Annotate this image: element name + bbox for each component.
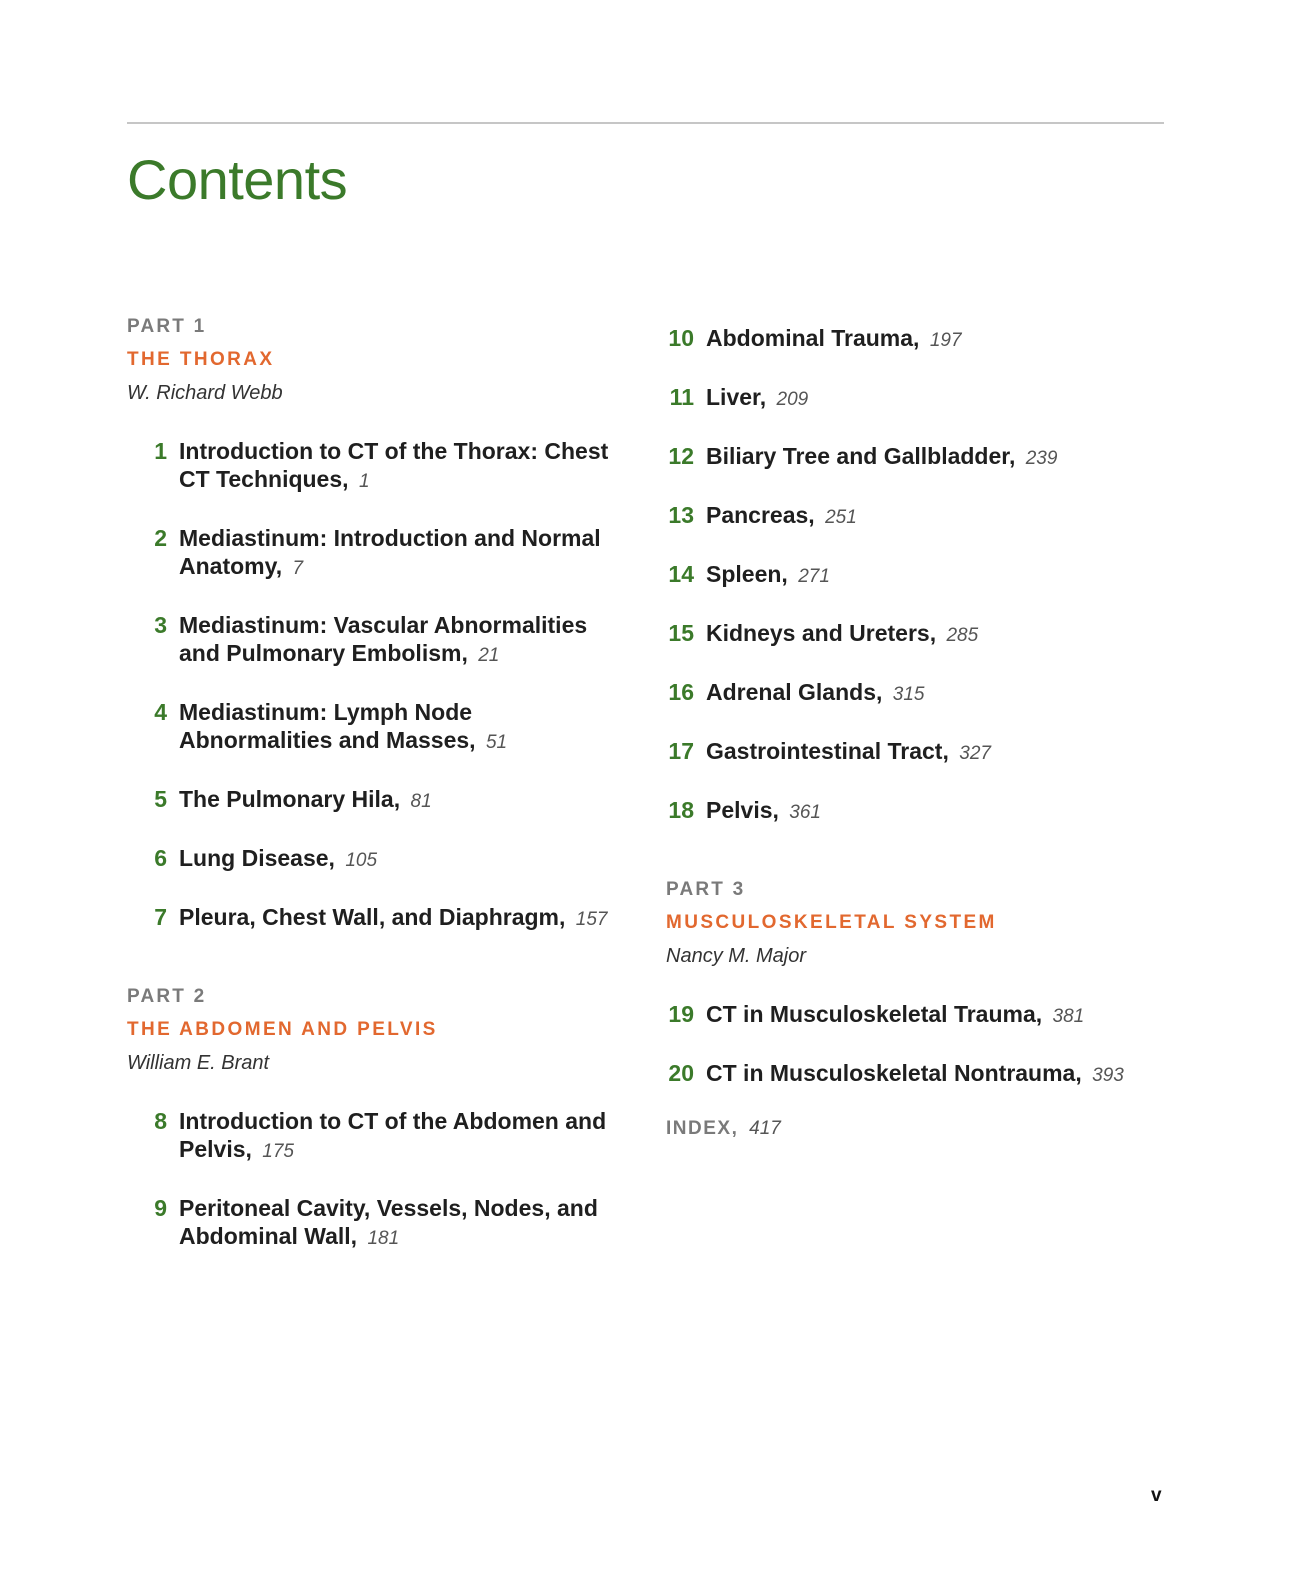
chapter-title: Gastrointestinal Tract, xyxy=(706,738,949,764)
chapter-entry[interactable] xyxy=(666,796,1176,827)
part-1-heading xyxy=(127,314,627,406)
chapter-page: 381 xyxy=(1052,1006,1085,1027)
index-entry[interactable] xyxy=(666,1118,1176,1140)
chapter-entry[interactable] xyxy=(127,903,627,934)
chapter-number: 7 xyxy=(154,904,167,930)
chapter-title: Pelvis, xyxy=(706,797,779,823)
part-3-heading xyxy=(666,877,1176,969)
chapter-title: Mediastinum: Vascular Abnormalities and Pulmonary Embolism, xyxy=(179,612,588,666)
chapter-entry[interactable] xyxy=(666,560,1176,591)
chapter-title: Peritoneal Cavity, Vessels, Nodes, and Abdominal Wall, xyxy=(179,1195,598,1249)
chapter-page: 197 xyxy=(929,330,962,351)
chapter-entry[interactable] xyxy=(666,1059,1176,1090)
chapter-number: 16 xyxy=(668,679,694,705)
chapter-entry[interactable] xyxy=(127,524,627,583)
top-rule xyxy=(127,122,1164,124)
chapter-number: 12 xyxy=(668,443,694,469)
chapter-entry[interactable] xyxy=(127,611,627,670)
chapter-number: 6 xyxy=(154,845,167,871)
index-page: 417 xyxy=(749,1118,781,1139)
chapter-entry[interactable] xyxy=(666,737,1176,768)
part-title: THE THORAX xyxy=(127,349,275,370)
part-title: THE ABDOMEN AND PELVIS xyxy=(127,1019,438,1040)
chapter-title: Pleura, Chest Wall, and Diaphragm, xyxy=(179,904,566,930)
chapter-entry[interactable] xyxy=(666,442,1176,473)
chapter-title: Spleen, xyxy=(706,561,788,587)
index-label: INDEX, xyxy=(666,1118,739,1139)
chapter-entry[interactable] xyxy=(666,383,1176,414)
chapter-number: 9 xyxy=(154,1195,167,1221)
chapter-entry[interactable] xyxy=(127,1107,627,1166)
page-title: Contents xyxy=(127,148,348,211)
part-author: Nancy M. Major xyxy=(666,945,807,967)
chapter-title: Mediastinum: Introduction and Normal Anatomy, xyxy=(179,525,601,579)
chapter-title: Adrenal Glands, xyxy=(706,679,883,705)
right-column xyxy=(666,324,1176,1140)
page-folio: v xyxy=(1151,1485,1162,1506)
chapter-entry[interactable] xyxy=(666,501,1176,532)
chapter-page: 315 xyxy=(892,684,925,705)
chapter-number: 1 xyxy=(154,438,167,464)
chapter-number: 17 xyxy=(668,738,694,764)
chapter-number: 19 xyxy=(668,1001,694,1027)
chapter-page: 285 xyxy=(946,625,979,646)
left-column xyxy=(127,314,627,1281)
chapter-title: Biliary Tree and Gallbladder, xyxy=(706,443,1016,469)
chapter-title: Introduction to CT of the Thorax: Chest CT Techniques, xyxy=(179,438,609,492)
chapter-number: 3 xyxy=(154,612,167,638)
chapter-page: 393 xyxy=(1092,1065,1124,1086)
chapter-number: 11 xyxy=(669,384,694,410)
chapter-entry[interactable] xyxy=(127,698,627,757)
chapter-number: 5 xyxy=(154,786,167,812)
part-label: PART 3 xyxy=(666,879,746,900)
chapter-page: 21 xyxy=(478,645,500,666)
part-author: William E. Brant xyxy=(127,1052,270,1074)
chapter-page: 209 xyxy=(776,389,809,410)
chapter-title: Lung Disease, xyxy=(179,845,335,871)
chapter-number: 4 xyxy=(154,699,167,725)
chapter-page: 1 xyxy=(358,471,370,492)
part-label: PART 2 xyxy=(127,986,207,1007)
part-author: W. Richard Webb xyxy=(127,382,283,404)
chapter-entry[interactable] xyxy=(666,619,1176,650)
chapter-number: 2 xyxy=(154,525,167,551)
chapter-page: 271 xyxy=(798,566,830,587)
part-title: MUSCULOSKELETAL SYSTEM xyxy=(666,912,997,933)
chapter-title: CT in Musculoskeletal Nontrauma, xyxy=(706,1060,1082,1086)
chapter-page: 361 xyxy=(789,802,821,823)
chapter-page: 81 xyxy=(410,791,432,812)
chapter-title: Liver, xyxy=(706,384,767,410)
chapter-title: Introduction to CT of the Abdomen and Pelvis, xyxy=(179,1108,607,1162)
chapter-entry[interactable] xyxy=(666,1000,1176,1031)
chapter-title: Mediastinum: Lymph Node Abnormalities and Masses, xyxy=(179,699,476,753)
chapter-number: 13 xyxy=(668,502,694,528)
chapter-number: 14 xyxy=(668,561,694,587)
chapter-page: 51 xyxy=(485,732,508,753)
chapter-page: 327 xyxy=(959,743,991,764)
chapter-title: Abdominal Trauma, xyxy=(706,325,920,351)
chapter-page: 181 xyxy=(367,1228,400,1249)
chapter-title: CT in Musculoskeletal Trauma, xyxy=(706,1001,1043,1027)
chapter-entry[interactable] xyxy=(127,1194,627,1253)
chapter-number: 18 xyxy=(668,797,694,823)
chapter-page: 157 xyxy=(575,909,608,930)
chapter-entry[interactable] xyxy=(666,678,1176,709)
chapter-number: 8 xyxy=(154,1108,167,1134)
chapter-entry[interactable] xyxy=(666,324,1176,355)
chapter-page: 239 xyxy=(1025,448,1058,469)
chapter-page: 251 xyxy=(825,507,857,528)
chapter-number: 20 xyxy=(668,1060,694,1086)
chapter-entry[interactable] xyxy=(127,844,627,875)
chapter-title: Kidneys and Ureters, xyxy=(706,620,937,646)
chapter-entry[interactable] xyxy=(127,785,627,816)
chapter-page: 7 xyxy=(292,558,304,579)
chapter-page: 175 xyxy=(262,1141,294,1162)
chapter-title: Pancreas, xyxy=(706,502,815,528)
chapter-number: 15 xyxy=(668,620,694,646)
part-label: PART 1 xyxy=(127,316,207,337)
chapter-title: The Pulmonary Hila, xyxy=(179,786,401,812)
chapter-page: 105 xyxy=(345,850,378,871)
chapter-entry[interactable] xyxy=(127,437,627,496)
part-2-heading xyxy=(127,984,627,1076)
chapter-number: 10 xyxy=(668,325,694,351)
